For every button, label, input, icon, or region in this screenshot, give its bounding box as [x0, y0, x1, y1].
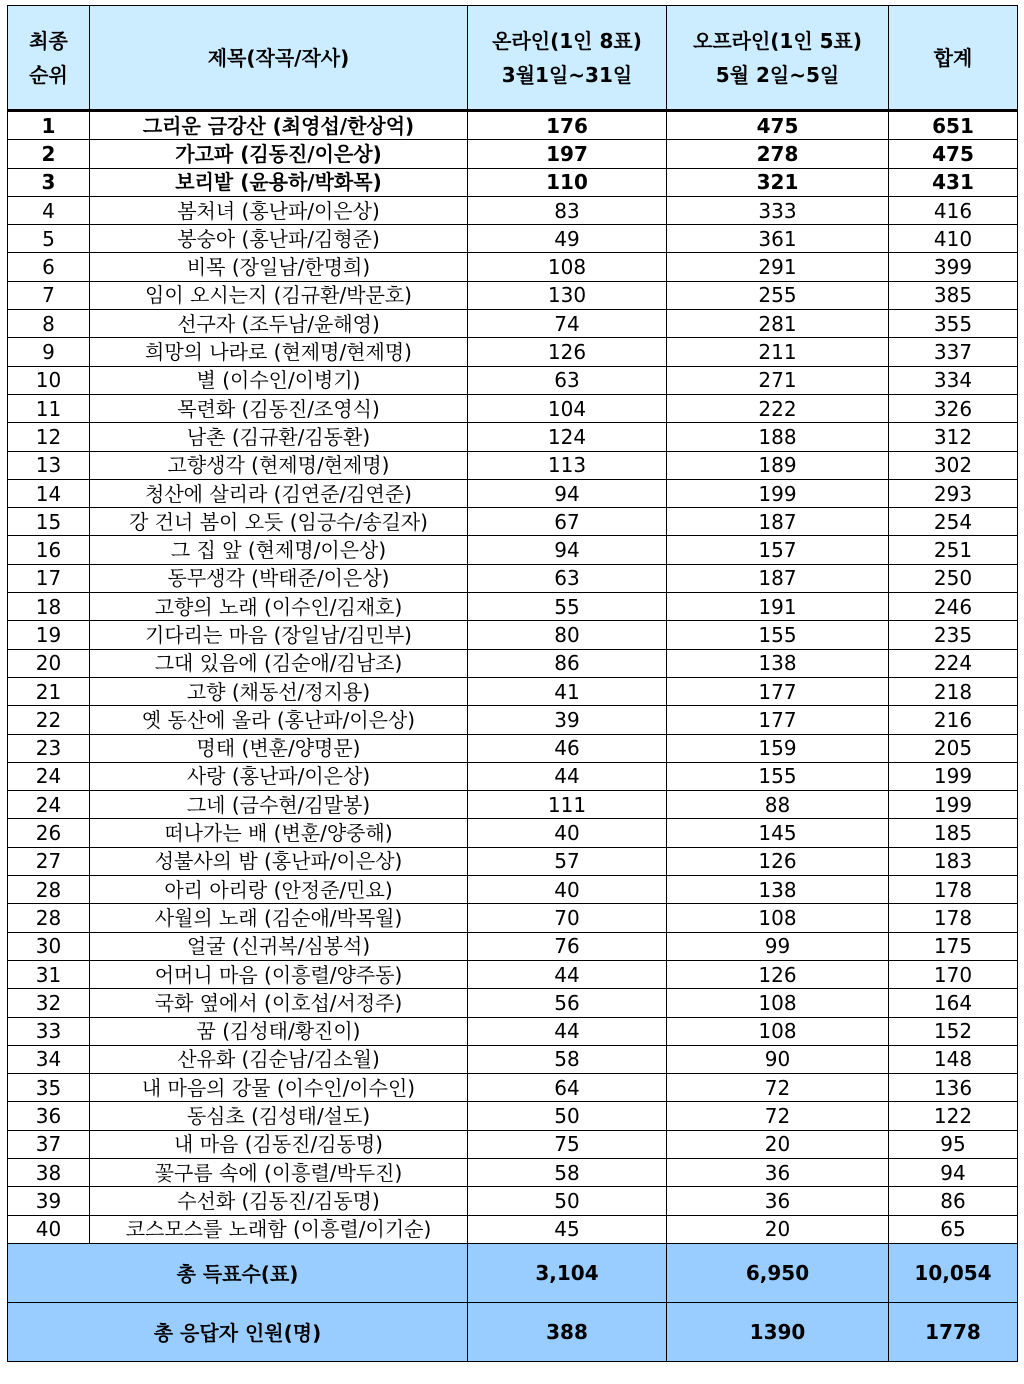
offline-cell: 108: [667, 1017, 889, 1045]
title-cell: 어머니 마음 (이흥렬/양주동): [90, 960, 468, 988]
vote-results-table: [7, 5, 1018, 1362]
header-online-line1: 온라인(1인 8표): [492, 28, 642, 53]
online-cell: 110: [468, 168, 667, 196]
title-cell: 선구자 (조두남/윤해영): [90, 310, 468, 338]
title-cell: 그리운 금강산 (최영섭/한상억): [90, 111, 468, 140]
title-cell: 임이 오시는지 (김규환/박문호): [90, 281, 468, 309]
offline-cell: 187: [667, 508, 889, 536]
rank-cell: 26: [8, 819, 90, 847]
rank-cell: 22: [8, 706, 90, 734]
table-row: [8, 111, 1018, 140]
table-row: [8, 762, 1018, 790]
online-cell: 176: [468, 111, 667, 140]
rank-cell: 4: [8, 196, 90, 224]
total-cell: 312: [889, 423, 1018, 451]
table-row: [8, 479, 1018, 507]
title-cell: 사랑 (홍난파/이은상): [90, 762, 468, 790]
online-cell: 83: [468, 196, 667, 224]
total-cell: 235: [889, 621, 1018, 649]
total-cell: 152: [889, 1017, 1018, 1045]
online-cell: 63: [468, 366, 667, 394]
total-cell: 170: [889, 960, 1018, 988]
header-rank-line1: 최종: [29, 28, 68, 53]
online-cell: 80: [468, 621, 667, 649]
table-header: [8, 6, 1018, 111]
rank-cell: 34: [8, 1045, 90, 1073]
total-cell: 385: [889, 281, 1018, 309]
offline-cell: 159: [667, 734, 889, 762]
rank-cell: 23: [8, 734, 90, 762]
rank-cell: 8: [8, 310, 90, 338]
offline-cell: 126: [667, 847, 889, 875]
offline-cell: 191: [667, 593, 889, 621]
offline-cell: 188: [667, 423, 889, 451]
title-cell: 고향의 노래 (이수인/김재호): [90, 593, 468, 621]
online-cell: 75: [468, 1130, 667, 1158]
table-row: [8, 196, 1018, 224]
online-cell: 126: [468, 338, 667, 366]
header-rank-line2: 순위: [29, 62, 68, 87]
online-cell: 74: [468, 310, 667, 338]
offline-cell: 138: [667, 876, 889, 904]
title-cell: 얼굴 (신귀복/심봉석): [90, 932, 468, 960]
offline-cell: 72: [667, 1074, 889, 1102]
table-row: [8, 904, 1018, 932]
offline-cell: 281: [667, 310, 889, 338]
table-row: [8, 734, 1018, 762]
total-cell: 122: [889, 1102, 1018, 1130]
title-cell: 별 (이수인/이병기): [90, 366, 468, 394]
online-cell: 67: [468, 508, 667, 536]
table-row: [8, 677, 1018, 705]
online-cell: 76: [468, 932, 667, 960]
offline-cell: 126: [667, 960, 889, 988]
title-cell: 내 마음의 강물 (이수인/이수인): [90, 1074, 468, 1102]
total-cell: 178: [889, 876, 1018, 904]
offline-cell: 88: [667, 791, 889, 819]
title-cell: 희망의 나라로 (현제명/현제명): [90, 338, 468, 366]
rank-cell: 39: [8, 1187, 90, 1215]
offline-cell: 291: [667, 253, 889, 281]
online-cell: 58: [468, 1045, 667, 1073]
table-row: [8, 253, 1018, 281]
rank-cell: 37: [8, 1130, 90, 1158]
total-cell: 355: [889, 310, 1018, 338]
total-cell: 399: [889, 253, 1018, 281]
offline-cell: 108: [667, 989, 889, 1017]
title-cell: 가고파 (김동진/이은상): [90, 140, 468, 168]
total-cell: 65: [889, 1215, 1018, 1243]
online-cell: 40: [468, 819, 667, 847]
total-cell: 326: [889, 394, 1018, 422]
total-votes-label: 총 득표수(표): [8, 1243, 468, 1302]
table-row: [8, 310, 1018, 338]
total-cell: 95: [889, 1130, 1018, 1158]
online-cell: 94: [468, 479, 667, 507]
title-cell: 그대 있음에 (김순애/김남조): [90, 649, 468, 677]
total-cell: 251: [889, 536, 1018, 564]
rank-cell: 3: [8, 168, 90, 196]
offline-cell: 475: [667, 111, 889, 140]
header-online: [468, 6, 667, 111]
offline-cell: 333: [667, 196, 889, 224]
rank-cell: 33: [8, 1017, 90, 1045]
rank-cell: 19: [8, 621, 90, 649]
offline-cell: 138: [667, 649, 889, 677]
total-respondents-row: [8, 1302, 1018, 1361]
table-row: [8, 989, 1018, 1017]
total-cell: 651: [889, 111, 1018, 140]
title-cell: 국화 옆에서 (이호섭/서정주): [90, 989, 468, 1017]
offline-cell: 36: [667, 1187, 889, 1215]
rank-cell: 31: [8, 960, 90, 988]
offline-cell: 255: [667, 281, 889, 309]
table-row: [8, 564, 1018, 592]
online-cell: 44: [468, 762, 667, 790]
total-votes-offline: 6,950: [667, 1243, 889, 1302]
rank-cell: 38: [8, 1158, 90, 1186]
table-row: [8, 932, 1018, 960]
total-cell: 431: [889, 168, 1018, 196]
online-cell: 44: [468, 1017, 667, 1045]
total-cell: 199: [889, 762, 1018, 790]
total-respondents-offline: 1390: [667, 1302, 889, 1361]
table-row: [8, 1130, 1018, 1158]
table-row: [8, 649, 1018, 677]
online-cell: 39: [468, 706, 667, 734]
total-cell: 94: [889, 1158, 1018, 1186]
table-row: [8, 819, 1018, 847]
rank-cell: 2: [8, 140, 90, 168]
offline-cell: 189: [667, 451, 889, 479]
title-cell: 옛 동산에 올라 (홍난파/이은상): [90, 706, 468, 734]
rank-cell: 28: [8, 876, 90, 904]
total-cell: 183: [889, 847, 1018, 875]
total-cell: 302: [889, 451, 1018, 479]
table-row: [8, 1187, 1018, 1215]
rank-cell: 18: [8, 593, 90, 621]
online-cell: 94: [468, 536, 667, 564]
total-votes-online: 3,104: [468, 1243, 667, 1302]
offline-cell: 271: [667, 366, 889, 394]
title-cell: 동심초 (김성태/설도): [90, 1102, 468, 1130]
offline-cell: 36: [667, 1158, 889, 1186]
table-body: [8, 111, 1018, 1244]
title-cell: 봄처녀 (홍난파/이은상): [90, 196, 468, 224]
table-row: [8, 281, 1018, 309]
table-row: [8, 366, 1018, 394]
table-row: [8, 536, 1018, 564]
header-total: 합계: [889, 6, 1018, 111]
table-row: [8, 1215, 1018, 1243]
total-cell: 416: [889, 196, 1018, 224]
title-cell: 고향생각 (현제명/현제명): [90, 451, 468, 479]
online-cell: 104: [468, 394, 667, 422]
offline-cell: 20: [667, 1130, 889, 1158]
offline-cell: 222: [667, 394, 889, 422]
offline-cell: 20: [667, 1215, 889, 1243]
offline-cell: 321: [667, 168, 889, 196]
offline-cell: 177: [667, 677, 889, 705]
online-cell: 55: [468, 593, 667, 621]
table-row: [8, 168, 1018, 196]
total-cell: 246: [889, 593, 1018, 621]
online-cell: 197: [468, 140, 667, 168]
online-cell: 58: [468, 1158, 667, 1186]
total-cell: 199: [889, 791, 1018, 819]
rank-cell: 28: [8, 904, 90, 932]
rank-cell: 16: [8, 536, 90, 564]
total-cell: 185: [889, 819, 1018, 847]
table-row: [8, 1017, 1018, 1045]
table-row: [8, 508, 1018, 536]
total-cell: 136: [889, 1074, 1018, 1102]
title-cell: 비목 (장일남/한명희): [90, 253, 468, 281]
rank-cell: 1: [8, 111, 90, 140]
rank-cell: 35: [8, 1074, 90, 1102]
rank-cell: 21: [8, 677, 90, 705]
total-cell: 224: [889, 649, 1018, 677]
header-rank: [8, 6, 90, 111]
offline-cell: 211: [667, 338, 889, 366]
table-row: [8, 394, 1018, 422]
total-cell: 86: [889, 1187, 1018, 1215]
title-cell: 동무생각 (박태준/이은상): [90, 564, 468, 592]
title-cell: 수선화 (김동진/김동명): [90, 1187, 468, 1215]
total-respondents-sum: 1778: [889, 1302, 1018, 1361]
title-cell: 명태 (변훈/양명문): [90, 734, 468, 762]
total-cell: 216: [889, 706, 1018, 734]
rank-cell: 5: [8, 225, 90, 253]
total-respondents-online: 388: [468, 1302, 667, 1361]
offline-cell: 177: [667, 706, 889, 734]
table-row: [8, 847, 1018, 875]
title-cell: 아리 아리랑 (안정준/민요): [90, 876, 468, 904]
offline-cell: 99: [667, 932, 889, 960]
total-cell: 218: [889, 677, 1018, 705]
online-cell: 41: [468, 677, 667, 705]
rank-cell: 17: [8, 564, 90, 592]
rank-cell: 7: [8, 281, 90, 309]
rank-cell: 10: [8, 366, 90, 394]
title-cell: 목련화 (김동진/조영식): [90, 394, 468, 422]
total-cell: 334: [889, 366, 1018, 394]
total-cell: 178: [889, 904, 1018, 932]
table-row: [8, 225, 1018, 253]
offline-cell: 187: [667, 564, 889, 592]
rank-cell: 32: [8, 989, 90, 1017]
title-cell: 사월의 노래 (김순애/박목월): [90, 904, 468, 932]
online-cell: 44: [468, 960, 667, 988]
online-cell: 64: [468, 1074, 667, 1102]
total-cell: 205: [889, 734, 1018, 762]
title-cell: 그 집 앞 (현제명/이은상): [90, 536, 468, 564]
total-cell: 337: [889, 338, 1018, 366]
table-row: [8, 1045, 1018, 1073]
rank-cell: 27: [8, 847, 90, 875]
offline-cell: 155: [667, 621, 889, 649]
title-cell: 청산에 살리라 (김연준/김연준): [90, 479, 468, 507]
total-cell: 254: [889, 508, 1018, 536]
rank-cell: 6: [8, 253, 90, 281]
title-cell: 고향 (채동선/정지용): [90, 677, 468, 705]
offline-cell: 199: [667, 479, 889, 507]
total-votes-row: [8, 1243, 1018, 1302]
table-row: [8, 338, 1018, 366]
online-cell: 70: [468, 904, 667, 932]
online-cell: 63: [468, 564, 667, 592]
offline-cell: 90: [667, 1045, 889, 1073]
total-cell: 164: [889, 989, 1018, 1017]
online-cell: 40: [468, 876, 667, 904]
rank-cell: 9: [8, 338, 90, 366]
rank-cell: 11: [8, 394, 90, 422]
total-cell: 410: [889, 225, 1018, 253]
table-footer: [8, 1243, 1018, 1361]
table-row: [8, 140, 1018, 168]
header-offline: [667, 6, 889, 111]
offline-cell: 108: [667, 904, 889, 932]
title-cell: 코스모스를 노래함 (이흥렬/이기순): [90, 1215, 468, 1243]
rank-cell: 24: [8, 791, 90, 819]
title-cell: 강 건너 봄이 오듯 (임긍수/송길자): [90, 508, 468, 536]
online-cell: 111: [468, 791, 667, 819]
online-cell: 124: [468, 423, 667, 451]
rank-cell: 24: [8, 762, 90, 790]
online-cell: 86: [468, 649, 667, 677]
rank-cell: 12: [8, 423, 90, 451]
table-row: [8, 593, 1018, 621]
title-cell: 그네 (금수현/김말봉): [90, 791, 468, 819]
rank-cell: 15: [8, 508, 90, 536]
table-row: [8, 1158, 1018, 1186]
table-row: [8, 1102, 1018, 1130]
title-cell: 기다리는 마음 (장일남/김민부): [90, 621, 468, 649]
results-table-container: [7, 5, 1017, 1362]
online-cell: 46: [468, 734, 667, 762]
online-cell: 108: [468, 253, 667, 281]
total-respondents-label: 총 응답자 인원(명): [8, 1302, 468, 1361]
total-votes-sum: 10,054: [889, 1243, 1018, 1302]
header-online-line2: 3월1일~31일: [501, 62, 633, 87]
table-row: [8, 621, 1018, 649]
online-cell: 49: [468, 225, 667, 253]
rank-cell: 36: [8, 1102, 90, 1130]
table-row: [8, 876, 1018, 904]
total-cell: 475: [889, 140, 1018, 168]
online-cell: 57: [468, 847, 667, 875]
table-row: [8, 960, 1018, 988]
title-cell: 내 마음 (김동진/김동명): [90, 1130, 468, 1158]
title-cell: 꽃구름 속에 (이흥렬/박두진): [90, 1158, 468, 1186]
title-cell: 성불사의 밤 (홍난파/이은상): [90, 847, 468, 875]
online-cell: 130: [468, 281, 667, 309]
table-row: [8, 706, 1018, 734]
offline-cell: 361: [667, 225, 889, 253]
total-cell: 148: [889, 1045, 1018, 1073]
title-cell: 남촌 (김규환/김동환): [90, 423, 468, 451]
total-cell: 250: [889, 564, 1018, 592]
title-cell: 꿈 (김성태/황진이): [90, 1017, 468, 1045]
rank-cell: 13: [8, 451, 90, 479]
rank-cell: 14: [8, 479, 90, 507]
title-cell: 봉숭아 (홍난파/김형준): [90, 225, 468, 253]
offline-cell: 72: [667, 1102, 889, 1130]
online-cell: 50: [468, 1102, 667, 1130]
offline-cell: 157: [667, 536, 889, 564]
header-offline-line2: 5월 2일~5일: [715, 62, 840, 87]
online-cell: 113: [468, 451, 667, 479]
table-row: [8, 423, 1018, 451]
header-offline-line1: 오프라인(1인 5표): [693, 28, 862, 53]
online-cell: 50: [468, 1187, 667, 1215]
title-cell: 산유화 (김순남/김소월): [90, 1045, 468, 1073]
header-title: 제목(작곡/작사): [90, 6, 468, 111]
online-cell: 45: [468, 1215, 667, 1243]
table-row: [8, 1074, 1018, 1102]
total-cell: 175: [889, 932, 1018, 960]
online-cell: 56: [468, 989, 667, 1017]
title-cell: 떠나가는 배 (변훈/양중해): [90, 819, 468, 847]
offline-cell: 278: [667, 140, 889, 168]
rank-cell: 40: [8, 1215, 90, 1243]
offline-cell: 145: [667, 819, 889, 847]
total-cell: 293: [889, 479, 1018, 507]
table-row: [8, 451, 1018, 479]
offline-cell: 155: [667, 762, 889, 790]
rank-cell: 20: [8, 649, 90, 677]
title-cell: 보리밭 (윤용하/박화목): [90, 168, 468, 196]
table-row: [8, 791, 1018, 819]
rank-cell: 30: [8, 932, 90, 960]
